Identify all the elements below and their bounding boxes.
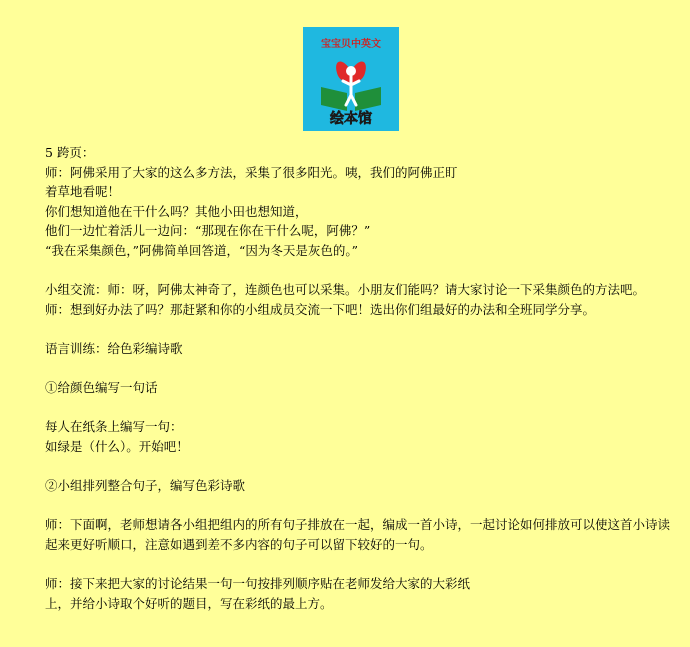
logo-top-text: 宝宝贝中英文 [321, 39, 381, 50]
step-two-heading: ②小组排列整合句子，编写色彩诗歌 [45, 478, 246, 494]
logo-artwork [303, 27, 399, 131]
paragraph-gap [45, 319, 675, 339]
story-line-3: “我在采集颜色，”阿佛简单回答道，“因为冬天是灰色的。” [45, 242, 359, 258]
step-one-instruction-2: 如绿是（什么）。开始吧！ [45, 438, 189, 454]
paragraph-gap [45, 554, 675, 574]
paragraph-gap [45, 398, 675, 418]
teacher-line-1: 师：阿佛采用了大家的这么多方法，采集了很多阳光。咦，我们的阿佛正盯 [45, 164, 458, 180]
story-line-2: 他们一边忙着活儿一边问：“那现在你在干什么呢，阿佛？” [45, 223, 371, 239]
picture-book-logo [303, 27, 399, 131]
step-one-heading: ①给颜色编写一句话 [45, 380, 158, 396]
group-discussion-paragraph: 小组交流：师：呀，阿佛太神奇了，连颜色也可以采集。小朋友们能吗？请大家讨论一下采集颜色的方法吧。 [45, 282, 646, 298]
teacher-line-2: 着草地看呢！ [45, 184, 121, 200]
language-training-heading: 语言训练：给色彩编诗歌 [45, 340, 183, 356]
story-line-1: 你们想知道他在干什么吗？其他小田也想知道， [45, 203, 308, 219]
logo-bottom-text: 绘本馆 [330, 111, 372, 127]
step-one-instruction-1: 每人在纸条上编写一句： [45, 419, 183, 435]
paragraph-gap [45, 261, 675, 281]
paragraph-gap [45, 359, 675, 379]
paragraph-gap [45, 496, 675, 516]
paragraph-gap [45, 457, 675, 477]
open-book-left-icon [321, 87, 347, 111]
final-step-line-1: 师：接下来把大家的讨论结果一句一句按排列顺序贴在老师发给大家的大彩纸 [45, 576, 471, 592]
arrange-poem-paragraph: 师：下面啊，老师想请各小组把组内的所有句子排放在一起，编成一首小诗，一起讨论如何排放可以使这首小诗读起来更好听顺口，注意如遇到差不多内容的句子可以留下较好的一句。 [45, 517, 671, 552]
spread-heading: 5 跨页： [45, 145, 95, 160]
final-step-line-2: 上，并给小诗取个好听的题目，写在彩纸的最上方。 [45, 595, 333, 611]
lesson-text [45, 143, 675, 613]
open-book-right-icon [355, 87, 381, 111]
share-idea-paragraph: 师：想到好办法了吗？那赶紧和你的小组成员交流一下吧！选出你们组最好的办法和全班同学分享。 [45, 301, 596, 317]
